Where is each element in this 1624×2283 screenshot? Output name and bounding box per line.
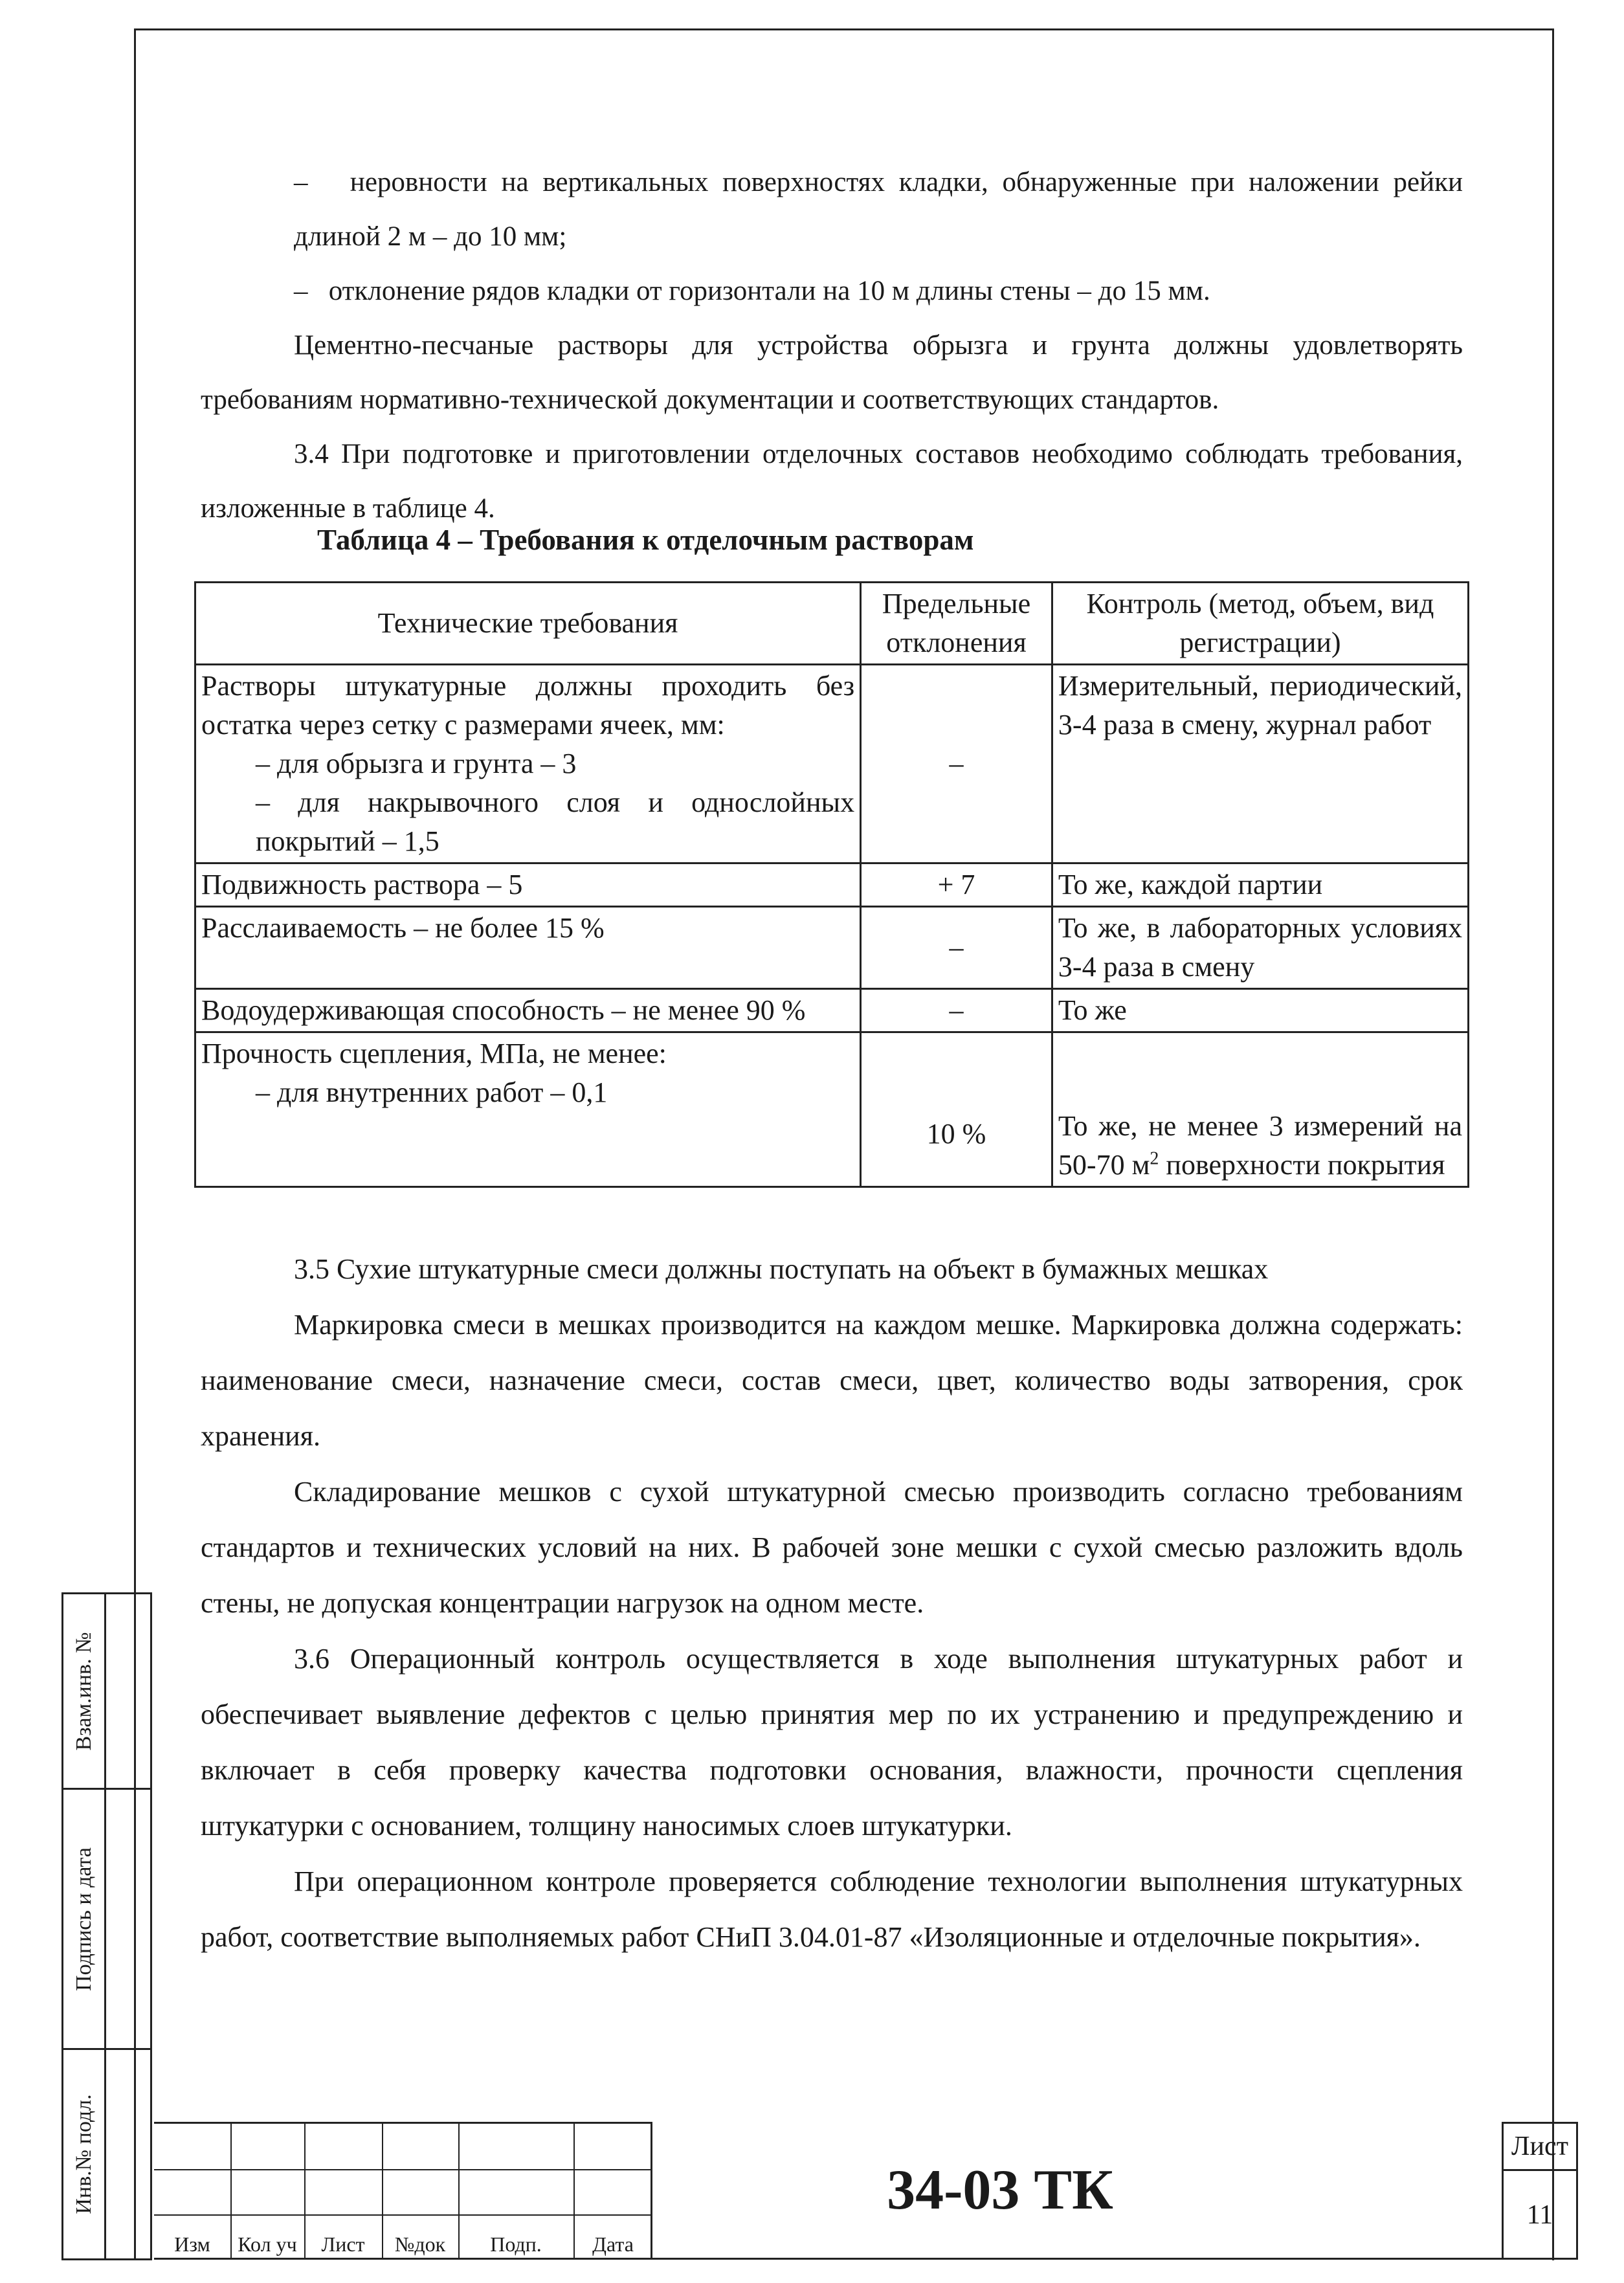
cell-deviation: –: [861, 665, 1052, 863]
cell-deviation: –: [861, 989, 1052, 1032]
sheet-number: 11: [1526, 2200, 1553, 2230]
bullet-irregularities: – неровности на вертикальных поверхностях кладки, обнаруженные при наложении рейки длиной 2 м – до 10 мм;: [294, 167, 1463, 252]
stamp-label: Инв.№ подл.: [71, 2094, 96, 2214]
stamp-original-inv: [63, 2050, 150, 2258]
col-count: Кол уч: [238, 2233, 297, 2256]
requirement-sub: – для внутренних работ – 0,1: [256, 1076, 608, 1108]
paragraph-storage: Складирование мешков с сухой штукатурной смесью производить согласно требованиям стандартов и технических условий на них. В рабочей зоне мешки с сухой смесью разложить вдоль стены, не допуская концентрации нагрузок на одном месте.: [201, 1476, 1463, 1619]
paragraph-mortars: Цементно-песчаные растворы для устройства обрызга и грунта должны удовлетворять требованиям нормативно-технической документации и соответствующих стандартов.: [201, 330, 1463, 415]
col-sheet: Лист: [321, 2233, 365, 2256]
table-row: [195, 989, 1469, 1032]
header-requirements: Технические требования: [195, 583, 861, 665]
paragraph-3-6: 3.6 Операционный контроль осуществляется в ходе выполнения штукатурных работ и обеспечивает выявление дефектов с целью принятия мер по их устранению и предупреждению и включает в себя проверку качества подготовки основания, влажности, прочности сцепления штукатурки с основанием, толщину наносимых слоев штукатурки.: [201, 1643, 1463, 1842]
cell-requirement: Водоудерживающая способность – не менее 90 %: [195, 989, 861, 1032]
cell-deviation: 10 %: [861, 1032, 1052, 1187]
col-sign: Подп.: [490, 2233, 542, 2256]
requirement-text: Прочность сцепления, МПа, не менее:: [201, 1038, 667, 1069]
col-date: Дата: [592, 2233, 634, 2256]
body-text-bottom: [201, 1242, 1463, 1965]
sheet-label: Лист: [1504, 2124, 1576, 2171]
requirement-text: Растворы штукатурные должны проходить без остатка через сетку с размерами ячеек, мм:: [201, 670, 855, 741]
stamp-label: Взам.инв. №: [71, 1631, 96, 1751]
cell-requirement: [195, 665, 861, 863]
col-doc: №док: [394, 2233, 446, 2256]
table-row: [195, 863, 1469, 907]
header-deviations: Предельные отклонения: [861, 583, 1052, 665]
table-row: [195, 907, 1469, 989]
table-title: Таблица 4 – Требования к отделочным растворам: [317, 524, 974, 556]
bullet-row-deviation: – отклонение рядов кладки от горизонтали на 10 м длины стены – до 15 мм.: [294, 276, 1210, 306]
table-header-row: [195, 583, 1469, 665]
stamp-replace-inv: [63, 1594, 150, 1790]
superscript: 2: [1150, 1148, 1159, 1169]
cell-control: Измерительный, периодический, 3-4 раза в смену, журнал работ: [1052, 665, 1468, 863]
stamp-label: Подпись и дата: [71, 1847, 96, 1991]
paragraph-3-4: 3.4 При подготовке и приготовлении отделочных составов необходимо соблюдать требования, изложенные в таблице 4.: [201, 439, 1463, 524]
stamp-signature-date: [63, 1790, 150, 2050]
paragraph-marking: Маркировка смеси в мешках производится на каждом мешке. Маркировка должна содержать: наименование смеси, назначение смеси, состав смеси, цвет, количество воды затворения, срок хранения.: [201, 1309, 1463, 1452]
control-text: поверхности покрытия: [1159, 1149, 1445, 1181]
header-control: Контроль (метод, объем, вид регистрации): [1052, 583, 1468, 665]
cell-control: То же, в лабораторных условиях 3-4 раза в смену: [1052, 907, 1468, 989]
table-row: [195, 665, 1469, 863]
cell-control: То же, каждой партии: [1052, 863, 1468, 907]
cell-requirement: Подвижность раствора – 5: [195, 863, 861, 907]
table-row: [195, 1032, 1469, 1187]
paragraph-operational-control: При операционном контроле проверяется соблюдение технологии выполнения штукатурных работ, соответствие выполняемых работ СНиП 3.04.01-87 «Изоляционные и отделочные покрытия».: [201, 1865, 1463, 1953]
cell-requirement: Расслаиваемость – не более 15 %: [195, 907, 861, 989]
cell-control: [1052, 1032, 1468, 1187]
paragraph-3-5: 3.5 Сухие штукатурные смеси должны поступать на объект в бумажных мешках: [294, 1253, 1269, 1285]
cell-control: То же: [1052, 989, 1468, 1032]
requirement-sub: – для обрызга и грунта – 3: [256, 748, 577, 779]
col-change: Изм: [174, 2233, 210, 2256]
body-text-top: [201, 155, 1463, 536]
cell-deviation: –: [861, 907, 1052, 989]
requirements-table: [194, 581, 1469, 1188]
requirement-sub: – для накрывочного слоя и однослойных покрытий – 1,5: [256, 786, 855, 857]
cell-deviation: + 7: [861, 863, 1052, 907]
cell-requirement: [195, 1032, 861, 1187]
control-text: То же, не менее 3 измерений на 50-70 м: [1058, 1110, 1462, 1181]
sheet-box: [1502, 2122, 1578, 2259]
document-code: 34-03 ТК: [887, 2159, 1113, 2222]
side-stamp: [61, 1592, 152, 2260]
